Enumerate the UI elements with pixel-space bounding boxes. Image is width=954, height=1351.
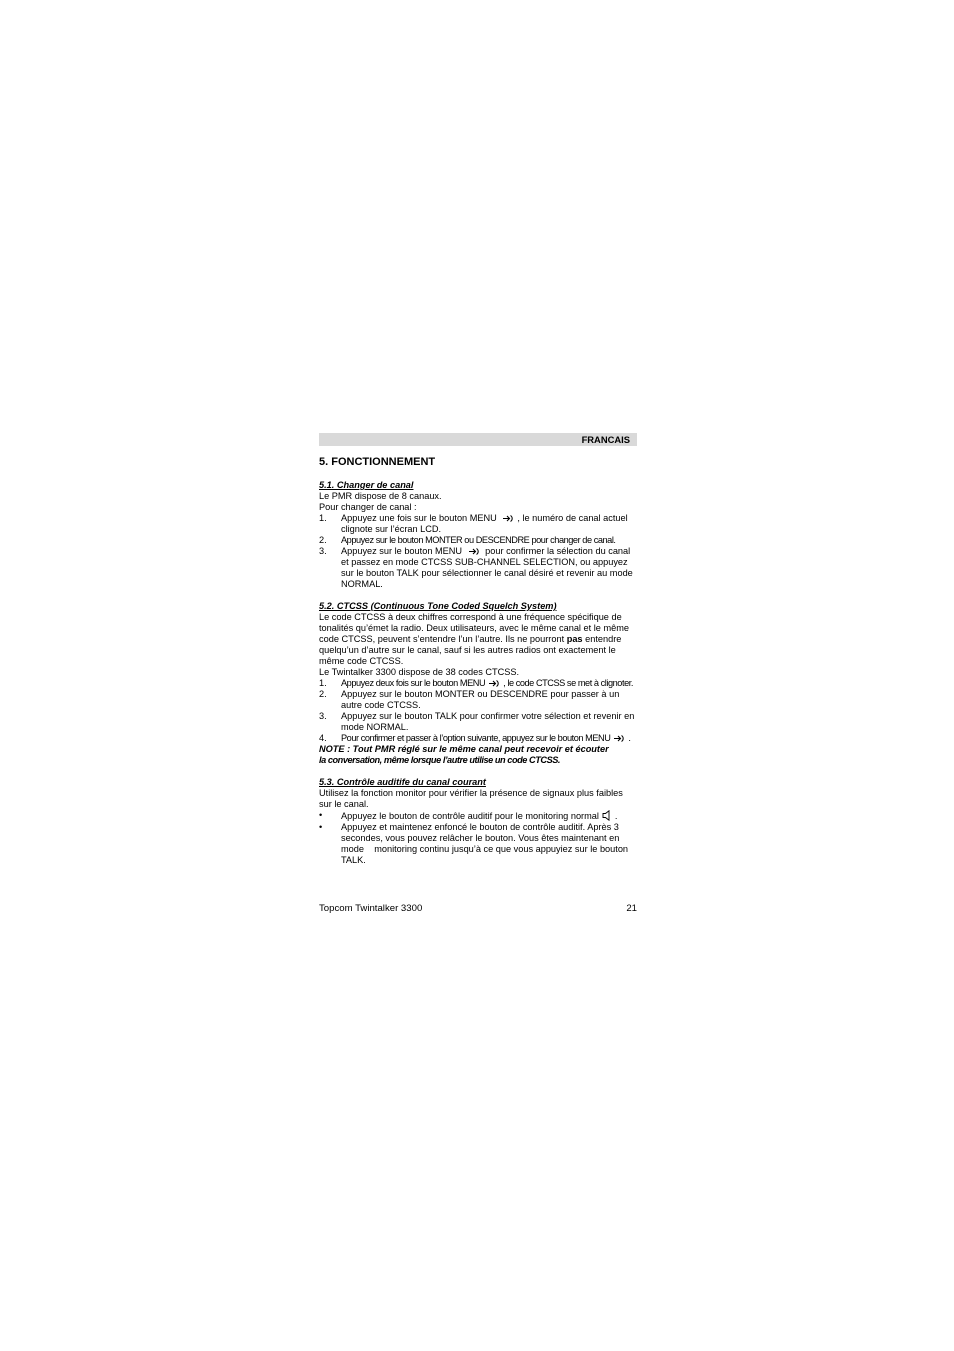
- list-item: [319, 513, 637, 535]
- list-text: Appuyez sur le bouton MONTER ou DESCENDRE pour passer à un autre code CTCSS.: [341, 689, 620, 710]
- page-footer: [319, 903, 637, 914]
- language-bar: [319, 433, 637, 446]
- paragraph: Pour changer de canal :: [319, 502, 417, 512]
- bold-word: pas: [566, 634, 583, 644]
- menu-arrow-icon: [468, 547, 480, 556]
- list-text: [341, 513, 637, 535]
- list-text-part: Appuyez deux fois sur le bouton MENU: [341, 678, 486, 688]
- list-item: [319, 678, 637, 689]
- paragraph: Le Twintalker 3300 dispose de 38 codes CTCSS.: [319, 667, 520, 677]
- list-number: 3.: [319, 546, 327, 556]
- subsection-title-5-3: 5.3. Contrôle auditife du canal courant: [319, 777, 486, 787]
- document-page: [319, 433, 637, 866]
- list-text: [341, 546, 637, 590]
- list-number: 2.: [319, 689, 327, 699]
- list-text: [341, 822, 637, 866]
- list-item: [319, 535, 637, 546]
- speaker-icon: [602, 810, 612, 821]
- list-text: [341, 733, 637, 744]
- list-text-part: .: [628, 733, 631, 743]
- menu-arrow-icon: [488, 679, 500, 688]
- list-text-part: Appuyez le bouton de contrôle auditif pour le monitoring normal: [341, 811, 599, 821]
- bullet: •: [319, 810, 323, 820]
- list-text: [341, 810, 637, 822]
- list-text-part: Appuyez et maintenez enfoncé le bouton de contrôle auditif. Après 3 secondes, vous pouvez relâcher le bouton. Vous êtes maintenant en mode: [341, 822, 620, 854]
- list-number: 2.: [319, 535, 327, 545]
- menu-arrow-icon: [613, 734, 625, 743]
- list-number: 1.: [319, 513, 327, 523]
- list-text-part: , le code CTCSS se met à clignoter.: [503, 678, 633, 688]
- list-item: [319, 689, 637, 711]
- paragraph: Utilisez la fonction monitor pour vérifier la présence de signaux plus faibles sur le canal.: [319, 788, 623, 809]
- paragraph-text: entendre quelqu’un d’autre sur le canal, sauf si les autres radios ont exactement le même code CTCSS.: [319, 634, 622, 666]
- footer-product: Topcom Twintalker 3300: [319, 903, 423, 914]
- list-text: Appuyez sur le bouton TALK pour confirmer votre sélection et revenir en mode NORMAL.: [341, 711, 635, 732]
- list-text-part: pour confirmer la sélection du canal et passez en mode CTCSS SUB-CHANNEL SELECTION, ou appuyez sur le bouton TALK pour sélectionner le canal désiré et revenir au mode NORMAL.: [341, 546, 633, 589]
- list-text-part: , le numéro de canal actuel clignote sur l’écran LCD.: [341, 513, 628, 534]
- subsection-title-5-1: 5.1. Changer de canal: [319, 480, 414, 490]
- list-text: [341, 678, 637, 689]
- list-item: [319, 810, 637, 822]
- paragraph-text: Le code CTCSS à deux chiffres correspond à une fréquence spécifique de tonalités qu’émet la radio. Deux utilisateurs, avec le même canal et le même code CTCSS, peuvent s’entendre l’un l’autre. Ils ne pourront: [319, 612, 629, 644]
- bullet: •: [319, 822, 323, 832]
- list-text-part: monitoring continu jusqu’à ce que vous appuyiez sur le bouton TALK.: [341, 844, 629, 865]
- list-number: 4.: [319, 733, 327, 743]
- page-number: 21: [626, 903, 637, 914]
- note-line: NOTE : Tout PMR réglé sur le même canal peut recevoir et écouter: [319, 744, 609, 754]
- list-text-part: Appuyez une fois sur le bouton MENU: [341, 513, 497, 523]
- paragraph: [319, 612, 637, 667]
- list-item: [319, 711, 637, 733]
- list-number: 3.: [319, 711, 327, 721]
- section-title: 5. FONCTIONNEMENT: [319, 456, 436, 468]
- paragraph: Le PMR dispose de 8 canaux.: [319, 491, 442, 501]
- list-text-part: Appuyez sur le bouton MENU: [341, 546, 463, 556]
- list-number: 1.: [319, 678, 327, 688]
- language-label: FRANCAIS: [581, 434, 630, 445]
- menu-arrow-icon: [502, 514, 514, 523]
- list-text-part: Pour confirmer et passer à l’option suivante, appuyez sur le bouton MENU: [341, 733, 611, 743]
- subsection-title-5-2: 5.2. CTCSS (Continuous Tone Coded Squelch System): [319, 601, 557, 611]
- note-line: la conversation, même lorsque l’autre utilise un code CTCSS.: [319, 755, 561, 765]
- list-text: Appuyez sur le bouton MONTER ou DESCENDRE pour changer de canal.: [341, 535, 616, 545]
- list-item: [319, 546, 637, 590]
- list-item: [319, 733, 637, 744]
- list-text-part: .: [614, 811, 618, 821]
- list-item: [319, 822, 637, 866]
